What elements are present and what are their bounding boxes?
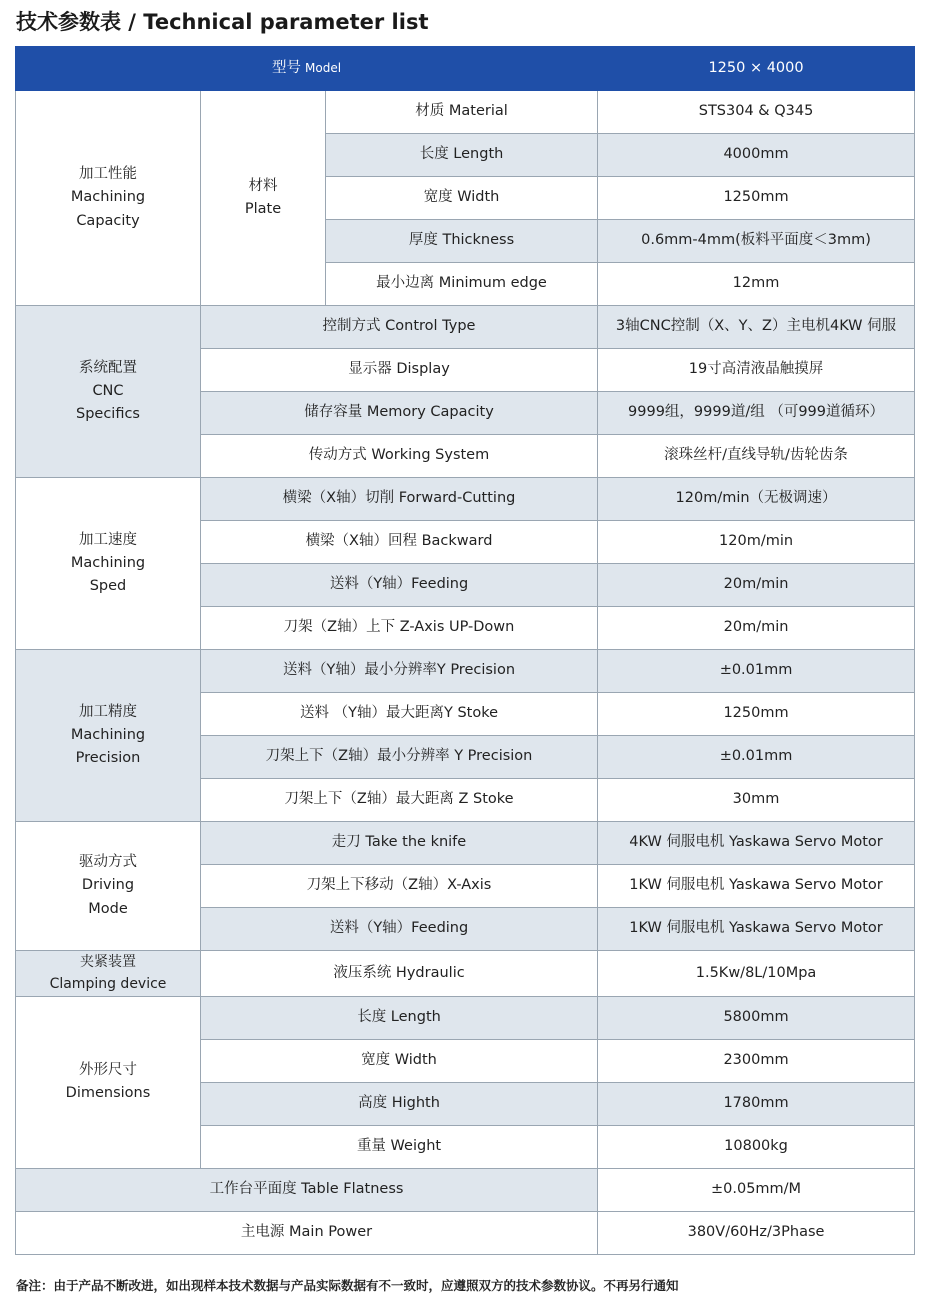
param-value: ±0.05mm/M — [598, 1168, 915, 1211]
param-value: 12mm — [598, 263, 915, 306]
parameter-table — [15, 46, 915, 1255]
table-row — [16, 1211, 915, 1254]
param-label: 送料（Y轴）最小分辨率Y Precision — [201, 650, 598, 693]
table-row — [16, 650, 915, 693]
param-value: 1.5Kw/8L/10Mpa — [598, 951, 915, 997]
category-label: 夹紧装置 — [80, 954, 136, 970]
param-label: 送料（Y轴）Feeding — [201, 564, 598, 607]
subcategory-label: 材料 — [248, 177, 278, 194]
category-label: 外形尺寸 — [79, 1062, 137, 1079]
category-label: Dimensions — [65, 1085, 151, 1102]
category-dimensions — [16, 996, 201, 1168]
param-value: 30mm — [598, 779, 915, 822]
param-value: 20m/min — [598, 607, 915, 650]
table-row — [16, 306, 915, 349]
param-value: 1250mm — [598, 693, 915, 736]
page-title: 技术参数表 / Technical parameter list — [16, 10, 429, 34]
param-label: 主电源 Main Power — [16, 1211, 598, 1254]
subcategory-plate — [201, 91, 326, 306]
footnote: 备注：由于产品不断改进，如出现样本技术数据与产品实际数据有不一致时，应遵照双方的技术参数协议。不再另行通知 — [16, 1278, 679, 1293]
param-label: 长度 Length — [201, 996, 598, 1039]
param-value: 2300mm — [598, 1039, 915, 1082]
param-value: 1780mm — [598, 1082, 915, 1125]
param-label: 横梁（X轴）切削 Forward-Cutting — [201, 478, 598, 521]
table-row — [16, 951, 915, 997]
category-clamping-device — [16, 951, 201, 997]
param-value: ±0.01mm — [598, 736, 915, 779]
model-label-en: Model — [305, 60, 342, 75]
category-machining-speed — [16, 478, 201, 650]
param-label: 传动方式 Working System — [201, 435, 598, 478]
category-label: Machining — [70, 726, 146, 743]
category-label: 加工性能 — [79, 166, 137, 183]
param-label: 宽度 Width — [326, 177, 598, 220]
param-label: 刀架上下（Z轴）最小分辨率 Y Precision — [201, 736, 598, 779]
table-row — [16, 996, 915, 1039]
category-label: Driving — [81, 877, 135, 894]
category-machining-precision — [16, 650, 201, 822]
param-label: 横梁（X轴）回程 Backward — [201, 521, 598, 564]
param-label: 厚度 Thickness — [326, 220, 598, 263]
param-value: 20m/min — [598, 564, 915, 607]
category-label: CNC — [92, 382, 124, 399]
param-value: 1250mm — [598, 177, 915, 220]
param-value: STS304 & Q345 — [598, 91, 915, 134]
param-label: 走刀 Take the knife — [201, 822, 598, 865]
param-label: 长度 Length — [326, 134, 598, 177]
model-header-cell — [16, 47, 598, 91]
param-label: 送料（Y轴）Feeding — [201, 908, 598, 951]
category-label: 驱动方式 — [79, 854, 137, 871]
category-label: Specifics — [76, 406, 140, 423]
param-value: 1KW 伺服电机 Yaskawa Servo Motor — [598, 865, 915, 908]
param-value: 120m/min（无极调速） — [598, 478, 915, 521]
param-label: 刀架上下移动（Z轴）X-Axis — [201, 865, 598, 908]
param-label: 最小边离 Minimum edge — [326, 263, 598, 306]
param-label: 显示器 Display — [201, 349, 598, 392]
param-value: 19寸高清液晶触摸屏 — [598, 349, 915, 392]
param-label: 刀架（Z轴）上下 Z-Axis UP-Down — [201, 607, 598, 650]
param-value: 120m/min — [598, 521, 915, 564]
param-value: ±0.01mm — [598, 650, 915, 693]
category-label: 加工精度 — [79, 703, 137, 720]
category-label: Precision — [75, 750, 141, 767]
category-machining-capacity — [16, 91, 201, 306]
category-driving-mode — [16, 822, 201, 951]
category-cnc-specifics — [16, 306, 201, 478]
category-label: Sped — [89, 578, 127, 595]
table-row — [16, 822, 915, 865]
table-row — [16, 1168, 915, 1211]
param-value: 3轴CNC控制（X、Y、Z）主电机4KW 伺服 — [598, 306, 915, 349]
param-label: 储存容量 Memory Capacity — [201, 392, 598, 435]
table-header-row — [16, 47, 915, 91]
category-label: Capacity — [76, 212, 140, 229]
param-value: 1KW 伺服电机 Yaskawa Servo Motor — [598, 908, 915, 951]
category-label: Clamping device — [49, 976, 167, 993]
param-label: 工作台平面度 Table Flatness — [16, 1168, 598, 1211]
table-row — [16, 91, 915, 134]
param-value: 4000mm — [598, 134, 915, 177]
category-label: 系统配置 — [79, 359, 137, 376]
param-label: 送料 （Y轴）最大距离Y Stoke — [201, 693, 598, 736]
table-row — [16, 478, 915, 521]
param-value: 滚珠丝杆/直线导轨/齿轮齿条 — [598, 435, 915, 478]
category-label: Mode — [88, 900, 128, 917]
param-label: 高度 Highth — [201, 1082, 598, 1125]
param-label: 刀架上下（Z轴）最大距离 Z Stoke — [201, 779, 598, 822]
param-value: 4KW 伺服电机 Yaskawa Servo Motor — [598, 822, 915, 865]
param-label: 宽度 Width — [201, 1039, 598, 1082]
param-value: 380V/60Hz/3Phase — [598, 1211, 915, 1254]
model-value-cell: 1250 × 4000 — [598, 47, 915, 91]
category-label: Machining — [70, 554, 146, 571]
param-label: 液压系统 Hydraulic — [201, 951, 598, 997]
param-value: 0.6mm-4mm(板料平面度＜3mm) — [598, 220, 915, 263]
model-label-zh: 型号 — [272, 59, 301, 76]
param-label: 控制方式 Control Type — [201, 306, 598, 349]
param-value: 10800kg — [598, 1125, 915, 1168]
param-label: 材质 Material — [326, 91, 598, 134]
category-label: 加工速度 — [79, 531, 137, 548]
param-value: 5800mm — [598, 996, 915, 1039]
param-value: 9999组，9999道/组 （可999道循环） — [598, 392, 915, 435]
param-label: 重量 Weight — [201, 1125, 598, 1168]
category-label: Machining — [70, 189, 146, 206]
subcategory-label: Plate — [244, 201, 282, 217]
